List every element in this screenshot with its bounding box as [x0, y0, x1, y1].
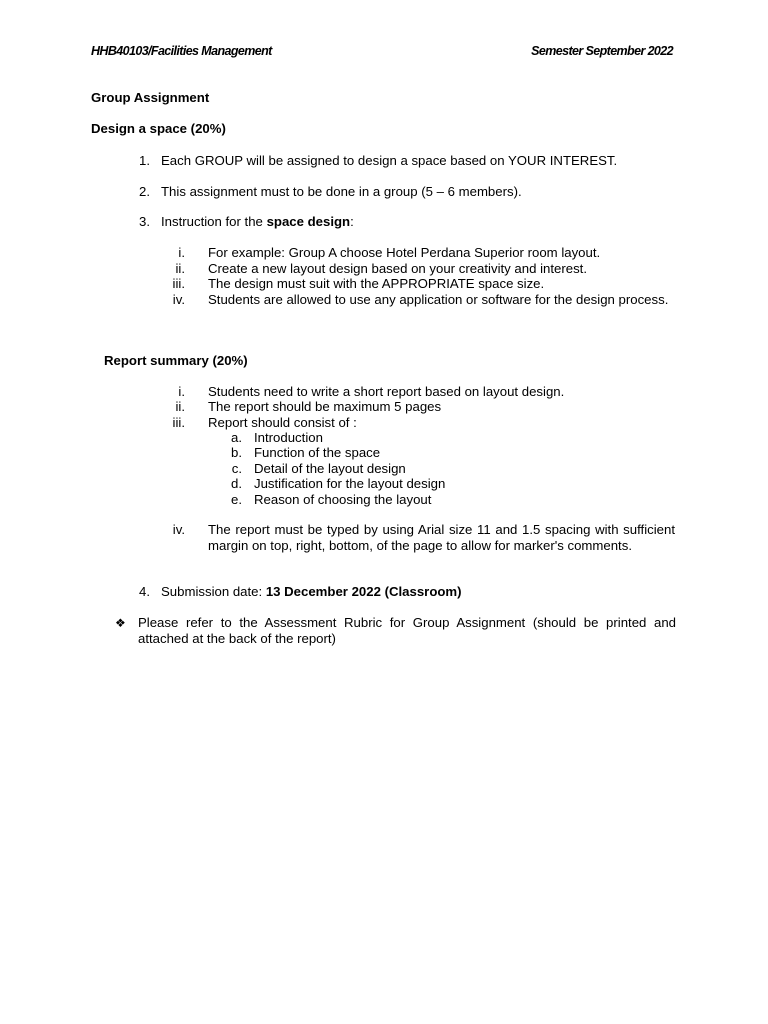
item-bold-text: space design [266, 214, 351, 229]
sublist-number: iv. [172, 522, 185, 537]
sublist-number: iii. [172, 415, 185, 430]
note-text: Please refer to the Assessment Rubric for Group Assignment (should be printed and attached at the back of the report) [138, 615, 676, 646]
list-number: 4. [139, 584, 150, 599]
consist-letter: b. [231, 445, 242, 460]
list-item: This assignment must to be done in a group (5 – 6 members). [161, 184, 522, 199]
diamond-bullet-icon: ❖ [115, 616, 126, 630]
consist-item: Function of the space [254, 445, 381, 460]
consist-letter: a. [231, 430, 242, 445]
consist-item: Detail of the layout design [254, 461, 406, 476]
header-course: HHB40103/Facilities Management [91, 44, 272, 58]
consist-item: Reason of choosing the layout [254, 492, 432, 507]
sublist-number: i. [178, 384, 185, 399]
sublist-number: ii. [175, 399, 185, 414]
sublist-number: i. [178, 245, 185, 260]
submission-label: Submission date: [161, 584, 266, 599]
sublist-number: iii. [172, 276, 185, 291]
sublist-item: The design must suit with the APPROPRIATE space size. [208, 276, 545, 291]
sublist-item: The report must be typed by using Arial size 11 and 1.5 spacing with sufficient margin on top, right, bottom, of the page to allow for marker's comments. [208, 522, 675, 553]
consist-letter: e. [231, 492, 242, 507]
list-number: 2. [139, 184, 150, 199]
item-text-suffix: : [350, 214, 354, 229]
sublist-item: For example: Group A choose Hotel Perdana Superior room layout. [208, 245, 601, 260]
header-semester: Semester September 2022 [531, 44, 673, 58]
design-section-heading: Design a space (20%) [91, 121, 226, 136]
consist-item: Introduction [254, 430, 323, 445]
sublist-number: ii. [175, 261, 185, 276]
sublist-item: The report should be maximum 5 pages [208, 399, 442, 414]
submission-date: 13 December 2022 (Classroom) [265, 584, 462, 599]
list-item [161, 214, 354, 230]
report-section-heading: Report summary (20%) [104, 353, 248, 368]
sublist-item: Create a new layout design based on your creativity and interest. [208, 261, 587, 276]
submission-line [161, 584, 462, 600]
consist-letter: d. [231, 476, 242, 491]
sublist-item: Students need to write a short report based on layout design. [208, 384, 565, 399]
consist-letter: c. [231, 461, 242, 476]
sublist-item: Report should consist of : [208, 415, 357, 430]
sublist-item: Students are allowed to use any application or software for the design process. [208, 292, 669, 307]
list-item: Each GROUP will be assigned to design a space based on YOUR INTEREST. [161, 153, 618, 168]
list-number: 1. [139, 153, 150, 168]
consist-item: Justification for the layout design [254, 476, 446, 491]
sublist-number: iv. [172, 292, 185, 307]
list-number: 3. [139, 214, 150, 229]
page-title: Group Assignment [91, 90, 210, 105]
item-text: Instruction for the [161, 214, 267, 229]
